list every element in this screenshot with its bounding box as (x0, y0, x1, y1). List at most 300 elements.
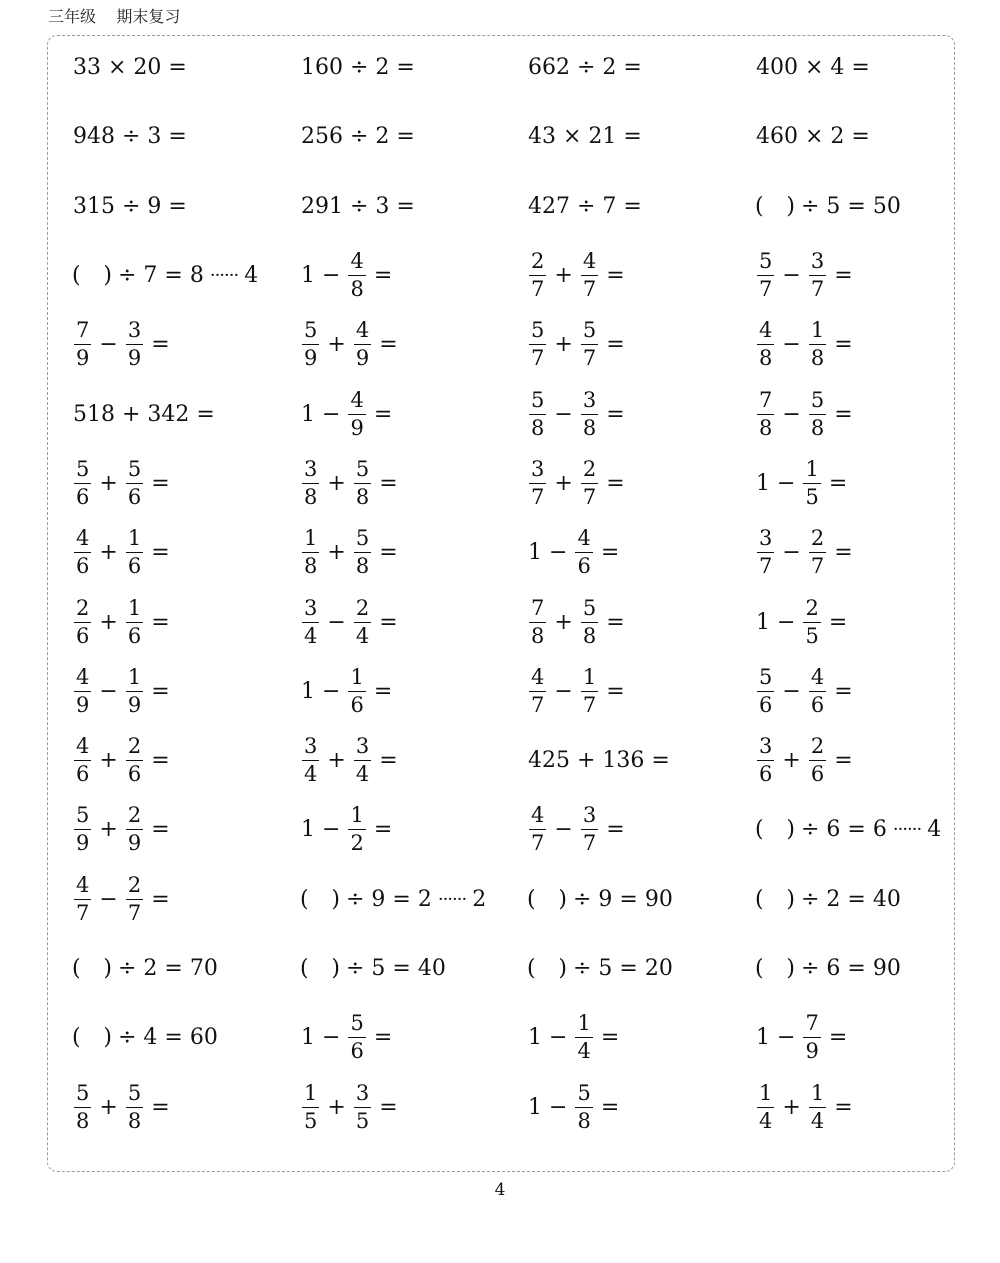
fraction-numerator: 2 (126, 805, 143, 830)
expression-text: = (373, 263, 393, 289)
parenthesis: ( (72, 263, 81, 289)
expression-text: + (327, 470, 346, 496)
fraction (348, 664, 365, 717)
parenthesis: ( (300, 956, 309, 981)
expression-text: = (373, 817, 393, 843)
fraction (809, 664, 826, 717)
fraction-numerator: 2 (809, 528, 826, 553)
fraction-denominator: 8 (127, 1108, 142, 1133)
expression-text: = (606, 678, 625, 704)
worksheet-title: 期末复习 (116, 7, 181, 26)
fraction-denominator: 6 (810, 692, 825, 717)
fraction (803, 595, 820, 648)
expression-text: + (99, 540, 118, 566)
fraction-numerator: 5 (302, 320, 319, 345)
fraction-numerator: 3 (302, 736, 319, 761)
fraction (74, 456, 91, 509)
answer-blank (300, 956, 340, 981)
parenthesis: ) (331, 886, 340, 912)
math-problem (527, 1072, 625, 1141)
fraction-numerator: 3 (581, 390, 598, 415)
fraction (354, 528, 371, 577)
expression-text: + (99, 748, 118, 774)
expression-text: = (151, 817, 170, 843)
math-problem (72, 587, 176, 656)
fraction-numerator: 1 (348, 667, 365, 692)
fraction-numerator: 1 (126, 667, 143, 692)
expression-text: ÷ 2 = 70 (118, 956, 218, 981)
fraction (74, 1080, 91, 1133)
fraction-numerator: 1 (757, 1083, 774, 1108)
problem-row (72, 518, 972, 587)
fraction-numerator: 4 (74, 528, 91, 553)
fraction-numerator: 7 (529, 598, 546, 623)
fraction-denominator: 7 (582, 277, 597, 302)
fraction (302, 595, 319, 648)
fraction (809, 387, 826, 440)
expression-text: ÷ 9 = 90 (573, 886, 673, 912)
expression-text: = (606, 817, 625, 843)
math-problem (72, 657, 176, 726)
fraction-numerator: 1 (126, 598, 143, 623)
fraction (126, 664, 143, 717)
parenthesis: ) (786, 193, 795, 219)
parenthesis: ( (527, 886, 536, 912)
fraction-numerator: 4 (757, 320, 774, 345)
parenthesis: ) (558, 956, 567, 981)
expression-text: = (834, 263, 853, 289)
expression-text: 427 ÷ 7 = (528, 193, 642, 219)
expression-text: + (327, 1094, 346, 1120)
answer-blank (72, 263, 112, 288)
fraction-denominator: 6 (759, 762, 773, 787)
math-problem (527, 449, 631, 518)
answer-blank (300, 887, 340, 912)
parenthesis: ) (786, 956, 795, 981)
math-problem (72, 379, 216, 448)
fraction (581, 805, 598, 854)
expression-text: = (379, 470, 398, 496)
math-problem (527, 172, 643, 241)
fraction-numerator: 5 (581, 598, 598, 623)
fraction (757, 1080, 774, 1133)
fraction-numerator: 7 (74, 320, 91, 345)
fraction-denominator: 7 (531, 277, 545, 302)
math-problem (527, 934, 674, 1003)
fraction (581, 251, 598, 300)
fraction-numerator: 3 (354, 1083, 371, 1108)
fraction-denominator: 5 (355, 1108, 370, 1133)
answer-blank (72, 1025, 112, 1050)
fraction (581, 595, 598, 648)
expression-text: 1 − (756, 1025, 796, 1051)
expression-text: 1 − (528, 1025, 568, 1051)
fraction-denominator: 8 (531, 415, 545, 440)
problem-row (72, 102, 972, 171)
fraction-denominator: 6 (350, 1039, 364, 1064)
math-problem (72, 1072, 176, 1141)
expression-text: + (99, 817, 118, 843)
fraction-denominator: 7 (759, 277, 773, 302)
fraction (74, 528, 91, 577)
expression-text: + (99, 609, 118, 635)
fraction-numerator: 3 (757, 528, 774, 553)
fraction (809, 320, 826, 369)
fraction-denominator: 8 (582, 623, 597, 648)
math-problem (72, 795, 176, 864)
expression-text: + (782, 1094, 801, 1120)
math-problem (72, 172, 188, 241)
expression-text: − (99, 678, 118, 704)
fraction-denominator: 7 (582, 484, 597, 509)
math-problem (755, 518, 859, 587)
fraction (575, 528, 592, 577)
fraction (354, 1080, 371, 1133)
fraction (348, 251, 365, 300)
expression-text: 425 + 136 = (528, 748, 670, 774)
math-problem (755, 1003, 853, 1072)
answer-blank (755, 887, 795, 912)
fraction (74, 736, 91, 785)
fraction (803, 456, 820, 509)
expression-text: 4 (927, 817, 942, 843)
problem-row (72, 33, 972, 102)
math-problem (300, 865, 487, 934)
math-problem (300, 934, 447, 1003)
fraction-denominator: 5 (805, 484, 819, 509)
fraction-denominator: 7 (582, 346, 597, 371)
page-number: 4 (494, 1180, 506, 1200)
expression-text: 256 ÷ 2 = (301, 124, 415, 150)
math-problem (527, 1003, 625, 1072)
fraction-numerator: 4 (581, 251, 598, 276)
fraction-denominator: 7 (582, 831, 597, 856)
fraction (126, 872, 143, 925)
problem-row (72, 310, 972, 379)
fraction-numerator: 3 (126, 320, 143, 345)
fraction-denominator: 8 (582, 415, 597, 440)
expression-text: ÷ 5 = 20 (573, 956, 673, 981)
fraction-numerator: 4 (529, 805, 546, 830)
problem-row (72, 1003, 972, 1072)
parenthesis: ( (72, 956, 81, 981)
answer-blank (755, 956, 795, 981)
math-problem (755, 241, 859, 310)
math-problem (72, 102, 188, 171)
fraction-denominator: 7 (810, 277, 825, 302)
fraction (581, 387, 598, 440)
fraction-denominator: 9 (350, 415, 364, 440)
math-problem (72, 934, 219, 1003)
expression-text: 1 − (301, 678, 341, 704)
fraction (581, 664, 598, 717)
math-problem (755, 310, 859, 379)
fraction (529, 664, 546, 717)
problem-row (72, 587, 972, 656)
fraction-denominator: 6 (127, 762, 142, 787)
fraction (529, 456, 546, 509)
fraction-denominator: 7 (531, 692, 545, 717)
fraction-denominator: 6 (76, 623, 90, 648)
fraction-denominator: 7 (531, 831, 545, 856)
fraction (126, 320, 143, 369)
fraction-denominator: 8 (350, 277, 364, 302)
fraction-numerator: 4 (74, 667, 91, 692)
math-problem (755, 449, 853, 518)
fraction-numerator: 4 (809, 667, 826, 692)
expression-text: − (554, 401, 573, 427)
expression-text: − (782, 332, 801, 358)
fraction (529, 251, 546, 300)
parenthesis: ) (103, 956, 112, 981)
expression-text: ÷ 4 = 60 (118, 1025, 218, 1051)
fraction (529, 387, 546, 440)
fraction (757, 664, 774, 717)
fraction-denominator: 8 (355, 484, 370, 509)
fraction (354, 595, 371, 648)
fraction-numerator: 1 (809, 320, 826, 345)
fraction (809, 736, 826, 785)
fraction-denominator: 6 (76, 762, 90, 787)
fraction (302, 1080, 319, 1133)
remainder-dots: ······ (209, 265, 239, 287)
fraction (348, 387, 365, 440)
fraction-denominator: 6 (127, 623, 142, 648)
fraction (74, 805, 91, 854)
expression-text: 662 ÷ 2 = (528, 55, 642, 81)
expression-text: + (327, 332, 346, 358)
expression-text: = (834, 332, 853, 358)
fraction (529, 805, 546, 854)
expression-text: − (99, 886, 118, 912)
expression-text: ÷ 9 = 2 (346, 886, 432, 912)
math-problem (72, 1003, 219, 1072)
problem-grid (72, 33, 972, 1142)
math-problem (72, 449, 176, 518)
fraction-numerator: 1 (302, 528, 319, 553)
problem-row (72, 241, 972, 310)
fraction (809, 251, 826, 300)
math-problem (300, 795, 398, 864)
math-problem (72, 865, 176, 934)
parenthesis: ) (103, 1025, 112, 1051)
fraction (302, 528, 319, 577)
expression-text: = (834, 1094, 853, 1120)
fraction (126, 595, 143, 648)
fraction-denominator: 8 (759, 415, 773, 440)
fraction-denominator: 4 (810, 1108, 825, 1133)
fraction-numerator: 2 (581, 459, 598, 484)
fraction (803, 1013, 820, 1062)
expression-text: 1 − (301, 263, 341, 289)
expression-text: 315 ÷ 9 = (73, 193, 187, 219)
fraction-denominator: 6 (759, 692, 773, 717)
expression-text: = (151, 332, 170, 358)
expression-text: = (373, 678, 393, 704)
math-problem (72, 518, 176, 587)
problem-row (72, 726, 972, 795)
fraction-numerator: 2 (126, 736, 143, 761)
fraction-denominator: 9 (304, 346, 318, 371)
fraction-denominator: 4 (355, 762, 370, 787)
expression-text: = (600, 1094, 620, 1120)
math-problem (527, 518, 625, 587)
expression-text: = (379, 332, 398, 358)
fraction-denominator: 4 (759, 1108, 773, 1133)
parenthesis: ( (72, 1025, 81, 1051)
expression-text: − (327, 609, 346, 635)
fraction (126, 1080, 143, 1133)
fraction (757, 736, 774, 785)
math-problem (72, 33, 188, 102)
math-problem (527, 102, 643, 171)
fraction-numerator: 4 (529, 667, 546, 692)
fraction (529, 320, 546, 369)
expression-text: + (99, 1094, 118, 1120)
expression-text: + (327, 540, 346, 566)
fraction-numerator: 4 (348, 251, 365, 276)
fraction-numerator: 4 (575, 528, 592, 553)
math-problem (72, 726, 176, 795)
fraction-denominator: 9 (76, 692, 90, 717)
math-problem (300, 587, 404, 656)
problem-row (72, 657, 972, 726)
fraction-numerator: 4 (354, 320, 371, 345)
fraction (126, 805, 143, 854)
expression-text: ÷ 6 = 90 (801, 956, 901, 981)
expression-text: 2 (472, 886, 487, 912)
expression-text: + (99, 470, 118, 496)
fraction-denominator: 8 (531, 623, 545, 648)
expression-text: = (606, 332, 625, 358)
fraction-denominator: 6 (810, 762, 825, 787)
math-problem (300, 241, 398, 310)
expression-text: = (379, 540, 398, 566)
math-problem (755, 33, 871, 102)
fraction-denominator: 6 (127, 554, 142, 579)
expression-text: = (379, 1094, 398, 1120)
expression-text: = (151, 748, 170, 774)
parenthesis: ) (786, 817, 795, 843)
math-problem (300, 1072, 404, 1141)
page-header (48, 4, 180, 27)
expression-text: 400 × 4 = (756, 55, 870, 81)
math-problem (755, 587, 853, 656)
fraction-denominator: 9 (127, 346, 142, 371)
fraction-denominator: 5 (805, 623, 819, 648)
fraction-denominator: 6 (127, 484, 142, 509)
expression-text: − (554, 678, 573, 704)
fraction (757, 251, 774, 300)
expression-text: = (828, 1025, 848, 1051)
fraction-denominator: 9 (127, 831, 142, 856)
expression-text: = (151, 678, 170, 704)
fraction-denominator: 9 (76, 346, 90, 371)
fraction-numerator: 3 (529, 459, 546, 484)
fraction-numerator: 7 (803, 1013, 820, 1038)
remainder-dots: ······ (437, 888, 467, 910)
expression-text: ÷ 2 = 40 (801, 886, 901, 912)
fraction (581, 456, 598, 509)
fraction-numerator: 7 (757, 390, 774, 415)
math-problem (527, 726, 671, 795)
expression-text: 948 ÷ 3 = (73, 124, 187, 150)
expression-text: 1 − (528, 1094, 568, 1120)
expression-text: 1 − (756, 609, 796, 635)
fraction-denominator: 9 (76, 831, 90, 856)
expression-text: − (782, 263, 801, 289)
math-problem (527, 33, 643, 102)
math-problem (300, 33, 416, 102)
problem-row (72, 795, 972, 864)
fraction (354, 456, 371, 509)
fraction-denominator: 7 (76, 900, 90, 925)
remainder-dots: ······ (892, 819, 922, 841)
fraction-denominator: 7 (582, 692, 597, 717)
fraction-numerator: 5 (354, 528, 371, 553)
expression-text: + (782, 748, 801, 774)
fraction-denominator: 2 (350, 831, 364, 856)
expression-text: − (782, 678, 801, 704)
answer-blank (72, 956, 112, 981)
fraction-numerator: 5 (757, 667, 774, 692)
expression-text: 1 − (301, 817, 341, 843)
parenthesis: ( (755, 817, 764, 843)
fraction (575, 1013, 592, 1062)
expression-text: = (379, 609, 398, 635)
fraction-denominator: 4 (304, 762, 318, 787)
expression-text: 33 × 20 = (73, 55, 187, 81)
expression-text: + (554, 263, 573, 289)
fraction (74, 872, 91, 925)
fraction-numerator: 5 (126, 459, 143, 484)
fraction-denominator: 9 (127, 692, 142, 717)
math-problem (755, 379, 859, 448)
fraction-numerator: 5 (581, 320, 598, 345)
problem-row (72, 865, 972, 934)
fraction-numerator: 5 (529, 390, 546, 415)
expression-text: − (782, 540, 801, 566)
answer-blank (755, 194, 795, 219)
expression-text: + (554, 332, 573, 358)
fraction-denominator: 8 (577, 1108, 591, 1133)
fraction-numerator: 5 (809, 390, 826, 415)
math-problem (527, 795, 631, 864)
fraction-denominator: 8 (304, 554, 318, 579)
problem-row (72, 934, 972, 1003)
fraction (348, 1013, 365, 1062)
parenthesis: ( (755, 193, 764, 219)
fraction-numerator: 4 (74, 736, 91, 761)
expression-text: = (828, 609, 848, 635)
math-problem (527, 865, 674, 934)
math-problem (300, 657, 398, 726)
parenthesis: ) (103, 263, 112, 289)
expression-text: = (834, 678, 853, 704)
fraction-numerator: 5 (757, 251, 774, 276)
fraction-numerator: 2 (354, 598, 371, 623)
fraction-denominator: 6 (76, 484, 90, 509)
math-problem (755, 795, 942, 864)
fraction (529, 595, 546, 648)
fraction-numerator: 5 (348, 1013, 365, 1038)
fraction-numerator: 2 (809, 736, 826, 761)
parenthesis: ( (300, 886, 309, 912)
fraction-numerator: 2 (529, 251, 546, 276)
expression-text: 291 ÷ 3 = (301, 193, 415, 219)
fraction-numerator: 1 (302, 1083, 319, 1108)
fraction-denominator: 4 (577, 1039, 591, 1064)
